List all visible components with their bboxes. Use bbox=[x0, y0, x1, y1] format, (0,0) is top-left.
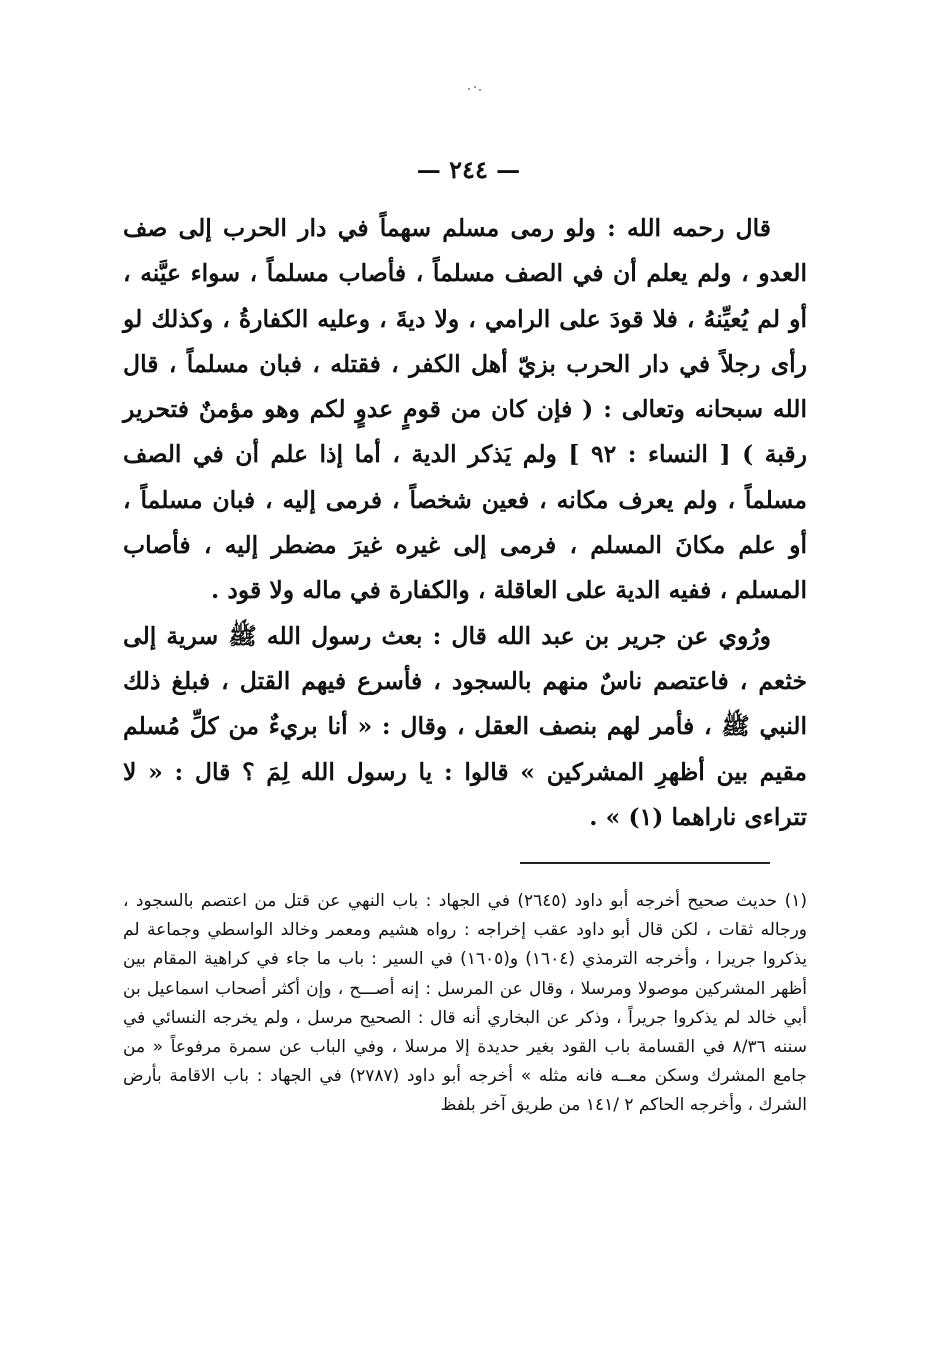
paragraph: قال رحمه الله : ولو رمى مسلم سهماً في دار الحرب إلى صف العدو ، ولم يعلم أن في الصف مسلماً ، فأصاب مسلماً ، سواء عيَّنه ، أو لم يُعيِّنهُ ، فلا قودَ على الرامي ، ولا ديةَ ، وعليه الكفارةُ ، وكذلك لو رأى رجلاً في دار الحرب بزيّ أهل الكفر ، فقتله ، فبان مسلماً ، قال الله سبحانه وتعالى : ( فإن كان من قومٍ عدوٍ لكم وهو مؤمنٌ فتحرير رقبة ) [ النساء : ٩٢ ] ولم يَذكر الدية ، أما إذا علم أن في الصف مسلماً ، ولم يعرف مكانه ، فعين شخصاً ، فرمى إليه ، فبان مسلماً ، أو علم مكانَ المسلم ، فرمى إلى غيره غيرَ مضطر إليه ، فأصاب المسلم ، ففيه الدية على العاقلة ، والكفارة في ماله ولا قود . bbox=[123, 214, 808, 605]
paragraph: ورُوي عن جرير بن عبد الله قال : بعث رسول الله ﷺ سرية إلى خثعم ، فاعتصم ناسٌ منهم بالسجود ، فأسرع فيهم القتل ، فبلغ ذلك النبي ﷺ ، فأمر لهم بنصف العقل ، وقال : « أنا بريءٌ من كلِّ مُسلم مقيم بين أظهرِ المشركين » قالوا : يا رسول الله لِمَ ؟ قال : « لا تتراءى ناراهما (١) » . bbox=[123, 621, 807, 831]
footnote: (١) حديث صحيح أخرجه أبو داود (٢٦٤٥) في الجهاد : باب النهي عن قتل من اعتصم بالسجود ، ورجاله ثقات ، لكن قال أبو داود عقب إخراجه : رواه هشيم ومعمر وخالد الواسطي وجماعة لم يذكروا جريرا ، وأخرجه الترمذي (١٦٠٤) و(١٦٠٥) في السير : باب ما جاء في كراهية المقام بين أظهر المشركين موصولا ومرسلا ، وقال عن المرسل : إنه أصـــح ، وإن أكثر أصحاب اسماعيل بن أبي خالد لم يذكروا جريراً ، وذكر عن البخاري أنه قال : الصحيح مرسل ، ولم يخرجه النسائي في سننه ٨/٣٦ في القسامة باب القود بغير حديدة إلا مرسلا ، وفي الباب عن سمرة مرفوعاً « من جامع المشرك وسكن معــه فانه مثله » أخرجه أبو داود (٢٧٨٧) في الجهاد : باب الاقامة بأرض الشرك ، وأخرجه الحاكم ٢ /١٤١ من طريق آخر بلفظ bbox=[123, 891, 808, 1116]
scan-speck bbox=[468, 86, 482, 92]
main-text bbox=[123, 206, 807, 840]
page-number: — ٢٤٤ — bbox=[416, 155, 521, 184]
footnote-divider bbox=[520, 862, 770, 864]
